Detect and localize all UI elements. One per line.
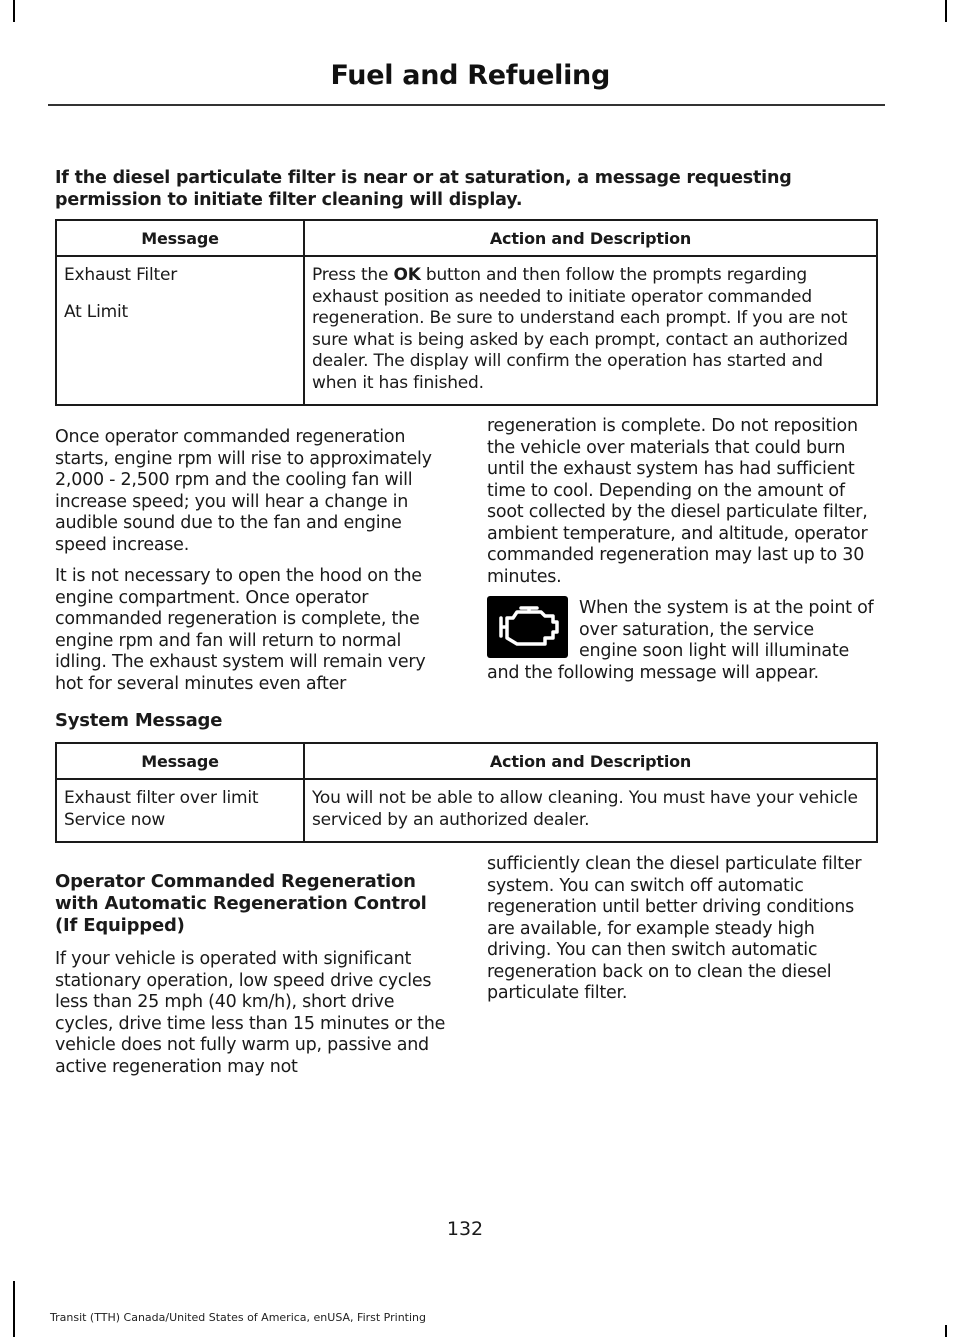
table-row: [56, 256, 877, 405]
column-header-message: Message: [56, 220, 304, 256]
page-number: 132: [446, 1218, 484, 1240]
paragraph: Once operator commanded regeneration starts, engine rpm will rise to approximately 2,000 - 2,500 rpm and the cooling fan will increase speed; you will hear a change in audible sound due to the fan and engine speed increase.: [55, 427, 432, 555]
action-text-start: Press the: [312, 265, 394, 285]
heading-line: Operator Commanded Regeneration: [55, 871, 416, 892]
message-line: Service now: [64, 809, 166, 830]
icon-caption-wrapped: When the system is at the point of over saturation, the service engine soon light will illuminate: [579, 598, 874, 661]
message-cell: [56, 256, 304, 405]
paragraph: It is not necessary to open the hood on the engine compartment. Once operator commanded regeneration is complete, the engine rpm and fan will return to normal idling. The exhaust system will remain very hot for several minutes even after: [55, 566, 426, 694]
intro-text: If the diesel particulate filter is near or at saturation, a message requesting permission to initiate filter cleaning will display.: [55, 168, 792, 210]
crop-mark-top-left: [13, 0, 15, 22]
message-line: At Limit: [64, 301, 128, 322]
crop-mark-bottom-left: [13, 1281, 15, 1337]
table-row: [56, 779, 877, 842]
ok-button-label: OK: [393, 265, 421, 285]
action-text-end: button and then follow the prompts regarding exhaust position as needed to initiate operator commanded regeneration. Be sure to understand each prompt. If you are not sure what is being asked by each prompt, contact an authorized dealer. The display will confirm the operation has started and when it has finished.: [312, 265, 848, 393]
header-rule: [48, 104, 885, 106]
edition-footer: Transit (TTH) Canada/United States of America, enUSA, First Printing: [50, 1311, 426, 1324]
heading-line: with Automatic Regeneration Control: [55, 893, 427, 914]
column-header-message: Message: [56, 743, 304, 779]
section2-left-column: [55, 871, 447, 1088]
icon-caption-continued: and the following message will appear.: [487, 662, 819, 683]
page-title: Fuel and Refueling: [330, 60, 610, 91]
table-header-row: [56, 220, 877, 256]
crop-mark-bottom-right: [945, 1325, 947, 1337]
section1-left-column: [55, 427, 447, 705]
message-line: Exhaust filter over limit: [64, 788, 259, 808]
table-header-row: [56, 743, 877, 779]
message-line: Exhaust Filter: [64, 265, 177, 285]
system-message-table: [55, 742, 878, 843]
action-cell: You will not be able to allow cleaning. You must have your vehicle serviced by an authorized dealer.: [304, 779, 877, 842]
action-cell: [304, 256, 877, 405]
crop-mark-top-right: [945, 0, 947, 22]
check-engine-icon: [487, 596, 568, 658]
heading-line: (If Equipped): [55, 915, 185, 936]
regeneration-message-table: [55, 219, 878, 406]
paragraph: If your vehicle is operated with significant stationary operation, low speed drive cycles less than 25 mph (40 km/h), short drive cycles, drive time less than 15 minutes or the vehicle does not fully warm up, passive and active regeneration may not: [55, 949, 446, 1077]
paragraph: sufficiently clean the diesel particulate filter system. You can switch off automatic regeneration until better driving conditions are available, for example steady high driving. You can then switch automatic regeneration back on to clean the diesel particulate filter.: [487, 854, 862, 1003]
message-cell: [56, 779, 304, 842]
paragraph: regeneration is complete. Do not reposition the vehicle over materials that could burn until the exhaust system has had sufficient time to cool. Depending on the amount of soot collected by the diesel particulate filter, ambient temperature, and altitude, operator commanded regeneration may last up to 30 minutes.: [487, 416, 868, 587]
section2-right-column: [487, 854, 879, 1015]
column-header-action: Action and Description: [304, 743, 877, 779]
column-header-action: Action and Description: [304, 220, 877, 256]
section2-heading: [55, 871, 447, 937]
system-message-heading: System Message: [55, 710, 223, 731]
